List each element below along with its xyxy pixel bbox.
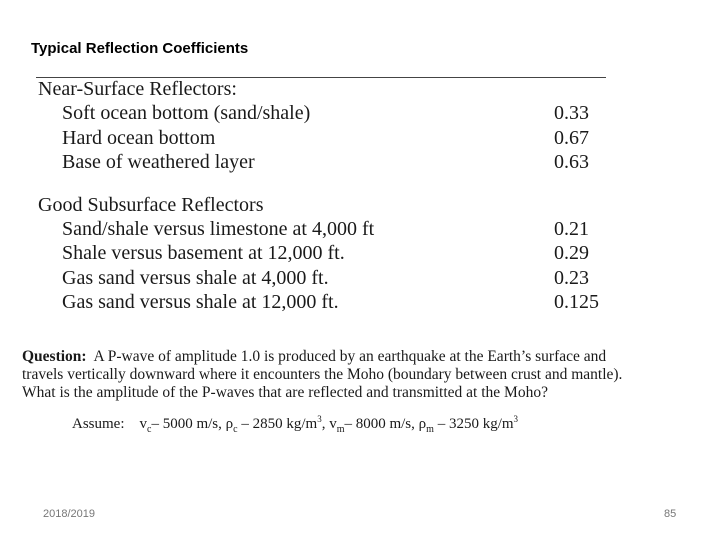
question-block [22, 348, 702, 402]
rho-m-unit: kg/m [482, 416, 514, 432]
row-label: Shale versus basement at 12,000 ft. [62, 242, 345, 264]
row-label: Gas sand versus shale at 4,000 ft. [62, 266, 329, 289]
question-label: Question: [22, 348, 87, 365]
question-text-1: A P-wave of amplitude 1.0 is produced by an earthquake at the Earth’s surface and [93, 348, 607, 365]
near-surface-heading: Near-Surface Reflectors: [38, 78, 237, 100]
vc-value: 5000 m/s [162, 416, 219, 432]
rho-c-symbol: $\rho_c$ – [225, 416, 249, 435]
row-value: 0.33 [554, 102, 589, 124]
table-row [38, 290, 618, 315]
subsurface-heading: Good Subsurface Reflectors [38, 193, 264, 216]
rho-m-symbol: $\rho_m$ – [418, 416, 446, 435]
vm-symbol: $v_m-$ [329, 416, 352, 435]
question-text-3: What is the amplitude of the P-waves that are reflected and transmitted at the Moho? [22, 384, 548, 401]
row-value: 0.125 [554, 291, 599, 313]
table-row [38, 101, 618, 126]
rho-c-unit: kg/m [286, 416, 318, 432]
table-row [38, 217, 618, 242]
vm-value: 8000 m/s [355, 416, 412, 432]
row-value: 0.67 [554, 126, 589, 149]
question-text-2: travels vertically downward where it encounters the Moho (boundary between crust and mantle). [22, 366, 623, 383]
rho-m-value: 3250 [448, 416, 479, 432]
page-number: 85 [664, 508, 677, 520]
row-label: Hard ocean bottom [62, 126, 216, 149]
slide-title: Typical Reflection Coefficients [31, 40, 249, 57]
question-line-1 [22, 348, 702, 366]
row-value: 0.63 [554, 151, 589, 173]
rho-c-value: 2850 [252, 416, 283, 432]
vc-symbol: $v_c-$ [139, 416, 159, 435]
table-row [38, 266, 618, 291]
row-label: Sand/shale versus limestone at 4,000 ft [62, 217, 375, 240]
row-value: 0.21 [554, 217, 589, 240]
row-label: Soft ocean bottom (sand/shale) [62, 102, 311, 124]
row-label: Gas sand versus shale at 12,000 ft. [62, 291, 339, 313]
row-value: 0.29 [554, 242, 589, 264]
row-label: Base of weathered layer [62, 151, 255, 173]
assumptions: Assume: $v_c-$ 5000 m/s, $\rho_c - 2850$ $kg/m^3$, $v_m-$ 8000 m/s, $\rho_m - 3250$ $kg/m^3$ [72, 414, 519, 435]
table-row [38, 126, 618, 151]
table-row [38, 241, 618, 266]
reflection-table [38, 77, 618, 315]
footer-date: 2018/2019 [43, 508, 95, 520]
table-row [38, 150, 618, 175]
assume-label: Assume: [72, 416, 125, 432]
section-gap [38, 175, 618, 193]
row-value: 0.23 [554, 266, 589, 289]
